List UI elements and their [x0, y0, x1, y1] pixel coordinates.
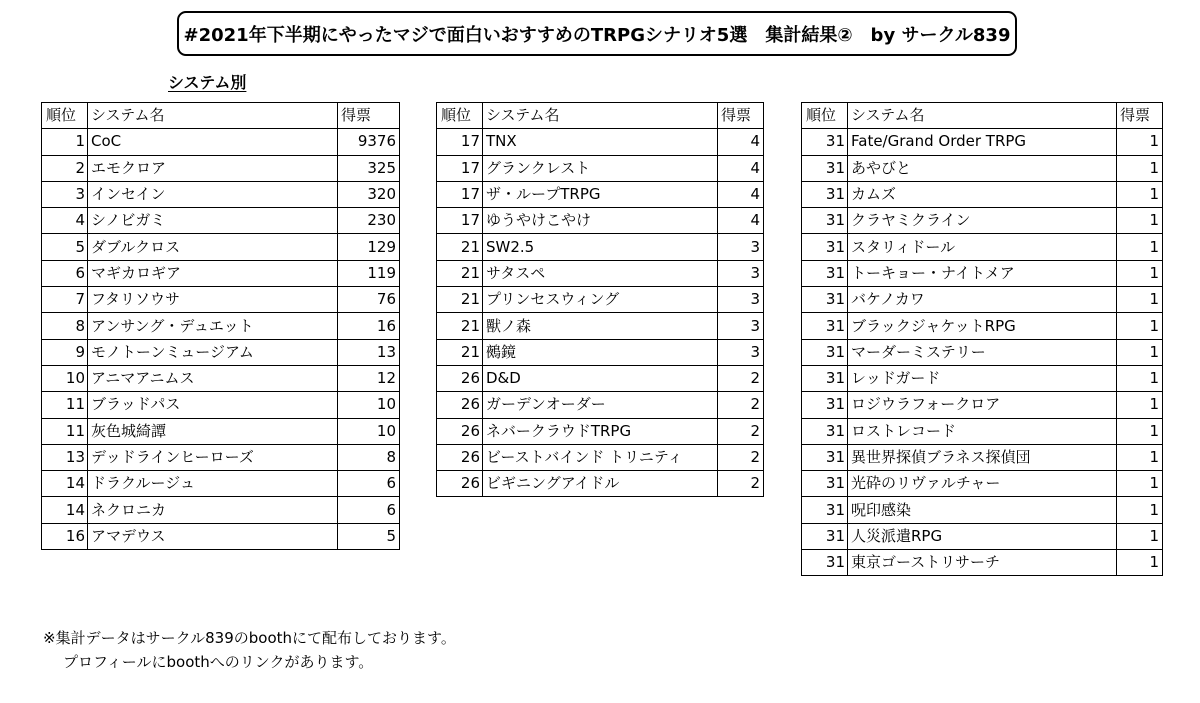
table-row: [802, 129, 1163, 155]
table-row: [802, 181, 1163, 207]
table-row: [437, 181, 764, 207]
rank-cell: 21: [437, 339, 483, 365]
rank-cell: 31: [802, 523, 848, 549]
system-name-cell: ドラクルージュ: [88, 471, 338, 497]
table-row: [42, 418, 400, 444]
system-name-cell: カムズ: [848, 181, 1117, 207]
system-name-cell: アマデウス: [88, 523, 338, 549]
rank-cell: 26: [437, 444, 483, 470]
rank-cell: 17: [437, 129, 483, 155]
table-row: [802, 260, 1163, 286]
header-rank: 順位: [437, 103, 483, 129]
system-name-cell: ビギニングアイドル: [483, 471, 718, 497]
system-name-cell: Fate/Grand Order TRPG: [848, 129, 1117, 155]
rank-cell: 31: [802, 444, 848, 470]
votes-cell: 13: [338, 339, 400, 365]
rank-cell: 31: [802, 129, 848, 155]
rank-cell: 31: [802, 339, 848, 365]
system-name-cell: あやびと: [848, 155, 1117, 181]
header-rank: 順位: [802, 103, 848, 129]
table-header-row: [802, 103, 1163, 129]
ranking-table-2: [436, 102, 764, 497]
table-row: [802, 365, 1163, 391]
votes-cell: 76: [338, 287, 400, 313]
votes-cell: 3: [718, 339, 764, 365]
votes-cell: 230: [338, 208, 400, 234]
table-row: [802, 444, 1163, 470]
rank-cell: 1: [42, 129, 88, 155]
votes-cell: 129: [338, 234, 400, 260]
system-name-cell: マーダーミステリー: [848, 339, 1117, 365]
table-row: [42, 313, 400, 339]
table-row: [802, 418, 1163, 444]
table-row: [437, 287, 764, 313]
rank-cell: 17: [437, 181, 483, 207]
table-row: [802, 208, 1163, 234]
table-row: [42, 287, 400, 313]
table-row: [42, 392, 400, 418]
table-row: [437, 339, 764, 365]
system-name-cell: アンサング・デュエット: [88, 313, 338, 339]
table-row: [42, 208, 400, 234]
rank-cell: 7: [42, 287, 88, 313]
rank-cell: 26: [437, 471, 483, 497]
system-name-cell: ゆうやけこやけ: [483, 208, 718, 234]
table-row: [802, 550, 1163, 576]
table-row: [802, 234, 1163, 260]
table-row: [437, 418, 764, 444]
table-row: [437, 260, 764, 286]
table-row: [437, 444, 764, 470]
table-row: [437, 208, 764, 234]
votes-cell: 2: [718, 471, 764, 497]
rank-cell: 13: [42, 444, 88, 470]
table-row: [802, 392, 1163, 418]
rank-cell: 10: [42, 365, 88, 391]
system-name-cell: 光砕のリヴァルチャー: [848, 471, 1117, 497]
system-name-cell: モノトーンミュージアム: [88, 339, 338, 365]
rank-cell: 21: [437, 313, 483, 339]
rank-cell: 26: [437, 418, 483, 444]
rank-cell: 26: [437, 365, 483, 391]
system-name-cell: ブラックジャケットRPG: [848, 313, 1117, 339]
votes-cell: 9376: [338, 129, 400, 155]
votes-cell: 1: [1117, 523, 1163, 549]
system-name-cell: フタリソウサ: [88, 287, 338, 313]
rank-cell: 31: [802, 313, 848, 339]
system-name-cell: マギカロギア: [88, 260, 338, 286]
system-name-cell: デッドラインヒーローズ: [88, 444, 338, 470]
table-row: [42, 234, 400, 260]
votes-cell: 2: [718, 392, 764, 418]
system-name-cell: サタスペ: [483, 260, 718, 286]
rank-cell: 31: [802, 418, 848, 444]
table-row: [802, 471, 1163, 497]
votes-cell: 1: [1117, 313, 1163, 339]
system-name-cell: ロストレコード: [848, 418, 1117, 444]
votes-cell: 1: [1117, 260, 1163, 286]
system-name-cell: 人災派遣RPG: [848, 523, 1117, 549]
votes-cell: 1: [1117, 392, 1163, 418]
votes-cell: 2: [718, 444, 764, 470]
system-name-cell: トーキョー・ナイトメア: [848, 260, 1117, 286]
system-name-cell: クラヤミクライン: [848, 208, 1117, 234]
ranking-table-1: [41, 102, 400, 550]
rank-cell: 21: [437, 260, 483, 286]
table-row: [42, 260, 400, 286]
rank-cell: 3: [42, 181, 88, 207]
table-row: [42, 523, 400, 549]
votes-cell: 1: [1117, 365, 1163, 391]
votes-cell: 1: [1117, 497, 1163, 523]
system-name-cell: レッドガード: [848, 365, 1117, 391]
votes-cell: 5: [338, 523, 400, 549]
table-row: [42, 339, 400, 365]
rank-cell: 31: [802, 471, 848, 497]
table-row: [437, 365, 764, 391]
system-name-cell: ネバークラウドTRPG: [483, 418, 718, 444]
rank-cell: 14: [42, 497, 88, 523]
table-row: [42, 365, 400, 391]
votes-cell: 1: [1117, 208, 1163, 234]
rank-cell: 31: [802, 260, 848, 286]
system-name-cell: スタリィドール: [848, 234, 1117, 260]
rank-cell: 16: [42, 523, 88, 549]
system-name-cell: ダブルクロス: [88, 234, 338, 260]
rank-cell: 31: [802, 155, 848, 181]
section-label: システム別: [168, 73, 247, 92]
votes-cell: 1: [1117, 418, 1163, 444]
rank-cell: 17: [437, 155, 483, 181]
rank-cell: 8: [42, 313, 88, 339]
rank-cell: 21: [437, 287, 483, 313]
table-row: [802, 155, 1163, 181]
votes-cell: 4: [718, 129, 764, 155]
system-name-cell: 異世界探偵ブラネス探偵団: [848, 444, 1117, 470]
header-votes: 得票: [1117, 103, 1163, 129]
system-name-cell: 灰色城綺譚: [88, 418, 338, 444]
votes-cell: 1: [1117, 234, 1163, 260]
system-name-cell: ネクロニカ: [88, 497, 338, 523]
system-name-cell: 東京ゴーストリサーチ: [848, 550, 1117, 576]
votes-cell: 16: [338, 313, 400, 339]
page-title: #2021年下半期にやったマジで面白いおすすめのTRPGシナリオ5選 集計結果② by サークル839: [183, 24, 1011, 46]
table-row: [42, 444, 400, 470]
rank-cell: 9: [42, 339, 88, 365]
system-name-cell: ザ・ループTRPG: [483, 181, 718, 207]
votes-cell: 3: [718, 313, 764, 339]
table-row: [802, 287, 1163, 313]
system-name-cell: 呪印感染: [848, 497, 1117, 523]
footnote-line-1: ※集計データはサークル839のboothにて配布しております。: [43, 629, 456, 647]
footnote-line-2: プロフィールにboothへのリンクがあります。: [63, 653, 374, 671]
votes-cell: 1: [1117, 339, 1163, 365]
table-row: [802, 313, 1163, 339]
votes-cell: 1: [1117, 444, 1163, 470]
rank-cell: 11: [42, 392, 88, 418]
system-name-cell: TNX: [483, 129, 718, 155]
votes-cell: 6: [338, 471, 400, 497]
table-row: [437, 155, 764, 181]
rank-cell: 31: [802, 287, 848, 313]
table-row: [42, 497, 400, 523]
votes-cell: 119: [338, 260, 400, 286]
votes-cell: 3: [718, 234, 764, 260]
rank-cell: 4: [42, 208, 88, 234]
votes-cell: 10: [338, 392, 400, 418]
votes-cell: 1: [1117, 550, 1163, 576]
table-row: [42, 471, 400, 497]
votes-cell: 2: [718, 418, 764, 444]
rank-cell: 31: [802, 550, 848, 576]
votes-cell: 1: [1117, 181, 1163, 207]
system-name-cell: ガーデンオーダー: [483, 392, 718, 418]
table-row: [437, 129, 764, 155]
table-row: [437, 313, 764, 339]
rank-cell: 5: [42, 234, 88, 260]
rank-cell: 21: [437, 234, 483, 260]
system-name-cell: D&D: [483, 365, 718, 391]
system-name-cell: プリンセスウィング: [483, 287, 718, 313]
system-name-cell: ブラッドパス: [88, 392, 338, 418]
rank-cell: 31: [802, 181, 848, 207]
ranking-table-3: [801, 102, 1163, 576]
header-system-name: システム名: [88, 103, 338, 129]
rank-cell: 31: [802, 365, 848, 391]
header-rank: 順位: [42, 103, 88, 129]
table-row: [437, 234, 764, 260]
table-row: [437, 392, 764, 418]
header-system-name: システム名: [483, 103, 718, 129]
votes-cell: 3: [718, 287, 764, 313]
table-row: [42, 181, 400, 207]
votes-cell: 4: [718, 208, 764, 234]
system-name-cell: ロジウラフォークロア: [848, 392, 1117, 418]
footnote: [43, 626, 456, 674]
system-name-cell: バケノカワ: [848, 287, 1117, 313]
rank-cell: 14: [42, 471, 88, 497]
rank-cell: 31: [802, 234, 848, 260]
system-name-cell: SW2.5: [483, 234, 718, 260]
votes-cell: 4: [718, 181, 764, 207]
table-row: [802, 523, 1163, 549]
system-name-cell: 鵺鏡: [483, 339, 718, 365]
rank-cell: 2: [42, 155, 88, 181]
table-row: [437, 471, 764, 497]
votes-cell: 6: [338, 497, 400, 523]
system-name-cell: 獸ノ森: [483, 313, 718, 339]
table-header-row: [437, 103, 764, 129]
votes-cell: 4: [718, 155, 764, 181]
rank-cell: 31: [802, 392, 848, 418]
votes-cell: 3: [718, 260, 764, 286]
rank-cell: 26: [437, 392, 483, 418]
header-votes: 得票: [338, 103, 400, 129]
rank-cell: 31: [802, 208, 848, 234]
votes-cell: 10: [338, 418, 400, 444]
rank-cell: 17: [437, 208, 483, 234]
system-name-cell: アニマアニムス: [88, 365, 338, 391]
votes-cell: 325: [338, 155, 400, 181]
votes-cell: 1: [1117, 129, 1163, 155]
votes-cell: 1: [1117, 471, 1163, 497]
system-name-cell: エモクロア: [88, 155, 338, 181]
system-name-cell: シノビガミ: [88, 208, 338, 234]
table-header-row: [42, 103, 400, 129]
rank-cell: 11: [42, 418, 88, 444]
rank-cell: 6: [42, 260, 88, 286]
system-name-cell: CoC: [88, 129, 338, 155]
table-row: [802, 497, 1163, 523]
votes-cell: 12: [338, 365, 400, 391]
votes-cell: 320: [338, 181, 400, 207]
votes-cell: 2: [718, 365, 764, 391]
header-votes: 得票: [718, 103, 764, 129]
table-row: [42, 129, 400, 155]
page-title-box: [177, 11, 1017, 56]
system-name-cell: ビーストバインド トリニティ: [483, 444, 718, 470]
header-system-name: システム名: [848, 103, 1117, 129]
votes-cell: 8: [338, 444, 400, 470]
table-row: [802, 339, 1163, 365]
system-name-cell: グランクレスト: [483, 155, 718, 181]
rank-cell: 31: [802, 497, 848, 523]
votes-cell: 1: [1117, 155, 1163, 181]
system-name-cell: インセイン: [88, 181, 338, 207]
votes-cell: 1: [1117, 287, 1163, 313]
table-row: [42, 155, 400, 181]
